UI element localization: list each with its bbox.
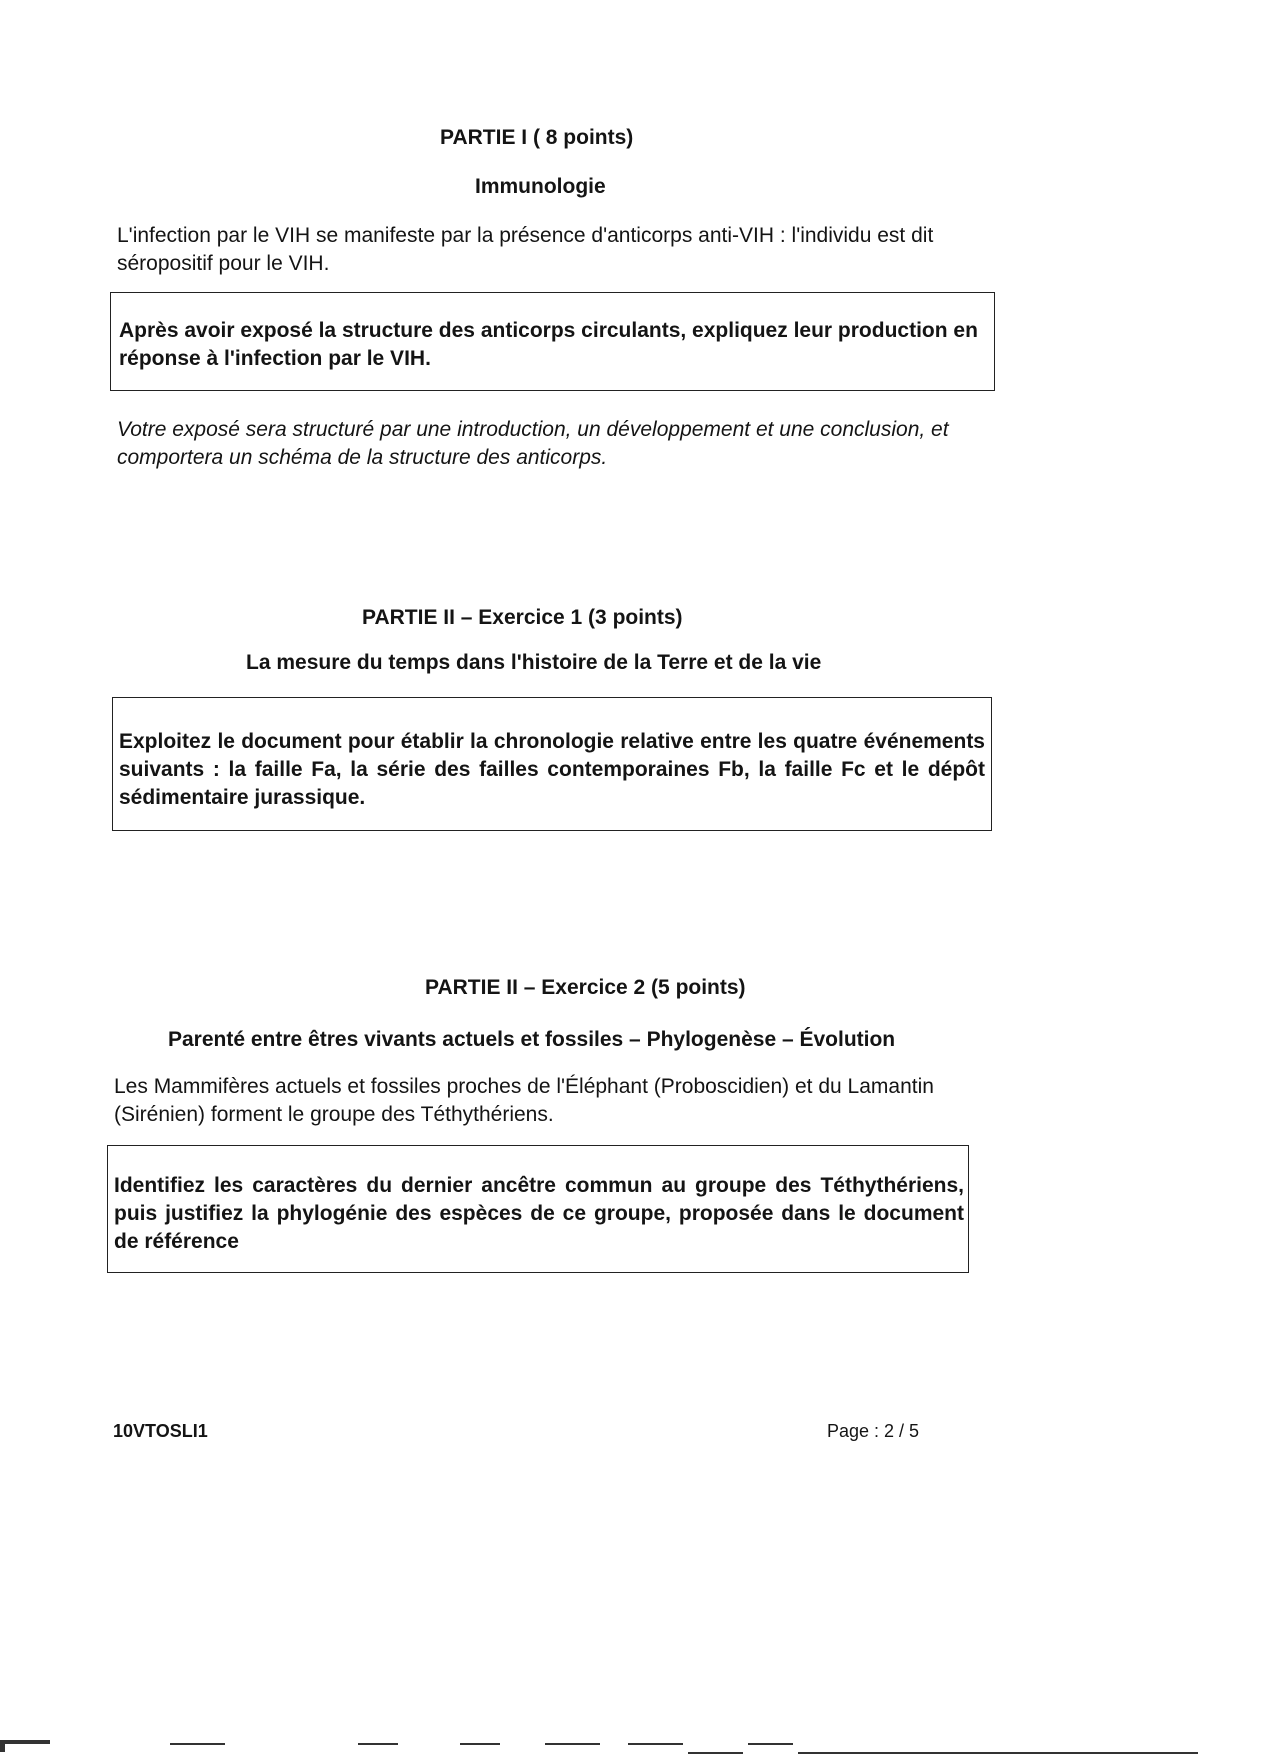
scan-mark [0, 1740, 5, 1752]
part2-ex2-question: Identifiez les caractères du dernier ancêtre commun au groupe des Téthythériens, puis justifiez la phylogénie des espèces de ce groupe, proposée dans le document de référence [114, 1174, 964, 1253]
scan-mark [460, 1743, 500, 1745]
part1-subtitle: Immunologie [475, 175, 606, 198]
part1-instructions: Votre exposé sera structuré par une introduction, un développement et une conclusion, et comportera un schéma de la structure des anticorps. [117, 418, 949, 469]
part2-ex2-question-box [107, 1145, 969, 1273]
scan-mark [170, 1743, 225, 1745]
part1-question-box [110, 292, 995, 391]
scan-mark [0, 1740, 50, 1744]
part2-ex2-title: PARTIE II – Exercice 2 (5 points) [425, 976, 746, 999]
scan-mark [358, 1743, 398, 1745]
part2-ex1-title: PARTIE II – Exercice 1 (3 points) [362, 606, 683, 629]
part2-ex1-question-box [112, 697, 992, 831]
part1-question: Après avoir exposé la structure des anticorps circulants, expliquez leur production en réponse à l'infection par le VIH. [119, 319, 978, 370]
scan-mark [748, 1743, 793, 1745]
scan-mark [628, 1743, 683, 1745]
footer-page-number: Page : 2 / 5 [827, 1421, 920, 1441]
part2-ex1-question: Exploitez le document pour établir la chronologie relative entre les quatre événements suivants : la faille Fa, la série des failles contemporaines Fb, la faille Fc et le dépôt sédimentaire jurassique. [119, 730, 985, 809]
footer-code: 10VTOSLI1 [113, 1421, 208, 1441]
part1-intro: L'infection par le VIH se manifeste par la présence d'anticorps anti-VIH : l'individu est dit séropositif pour le VIH. [117, 224, 934, 275]
scan-mark [798, 1752, 1198, 1754]
part1-title: PARTIE I ( 8 points) [440, 126, 634, 149]
part2-ex1-subtitle: La mesure du temps dans l'histoire de la Terre et de la vie [246, 651, 822, 674]
scan-mark [688, 1752, 743, 1754]
part2-ex2-subtitle: Parenté entre êtres vivants actuels et fossiles – Phylogenèse – Évolution [168, 1028, 896, 1051]
part2-ex2-intro: Les Mammifères actuels et fossiles proches de l'Éléphant (Proboscidien) et du Lamantin (Sirénien) forment le groupe des Téthythériens. [114, 1075, 934, 1126]
scan-mark [545, 1743, 600, 1745]
